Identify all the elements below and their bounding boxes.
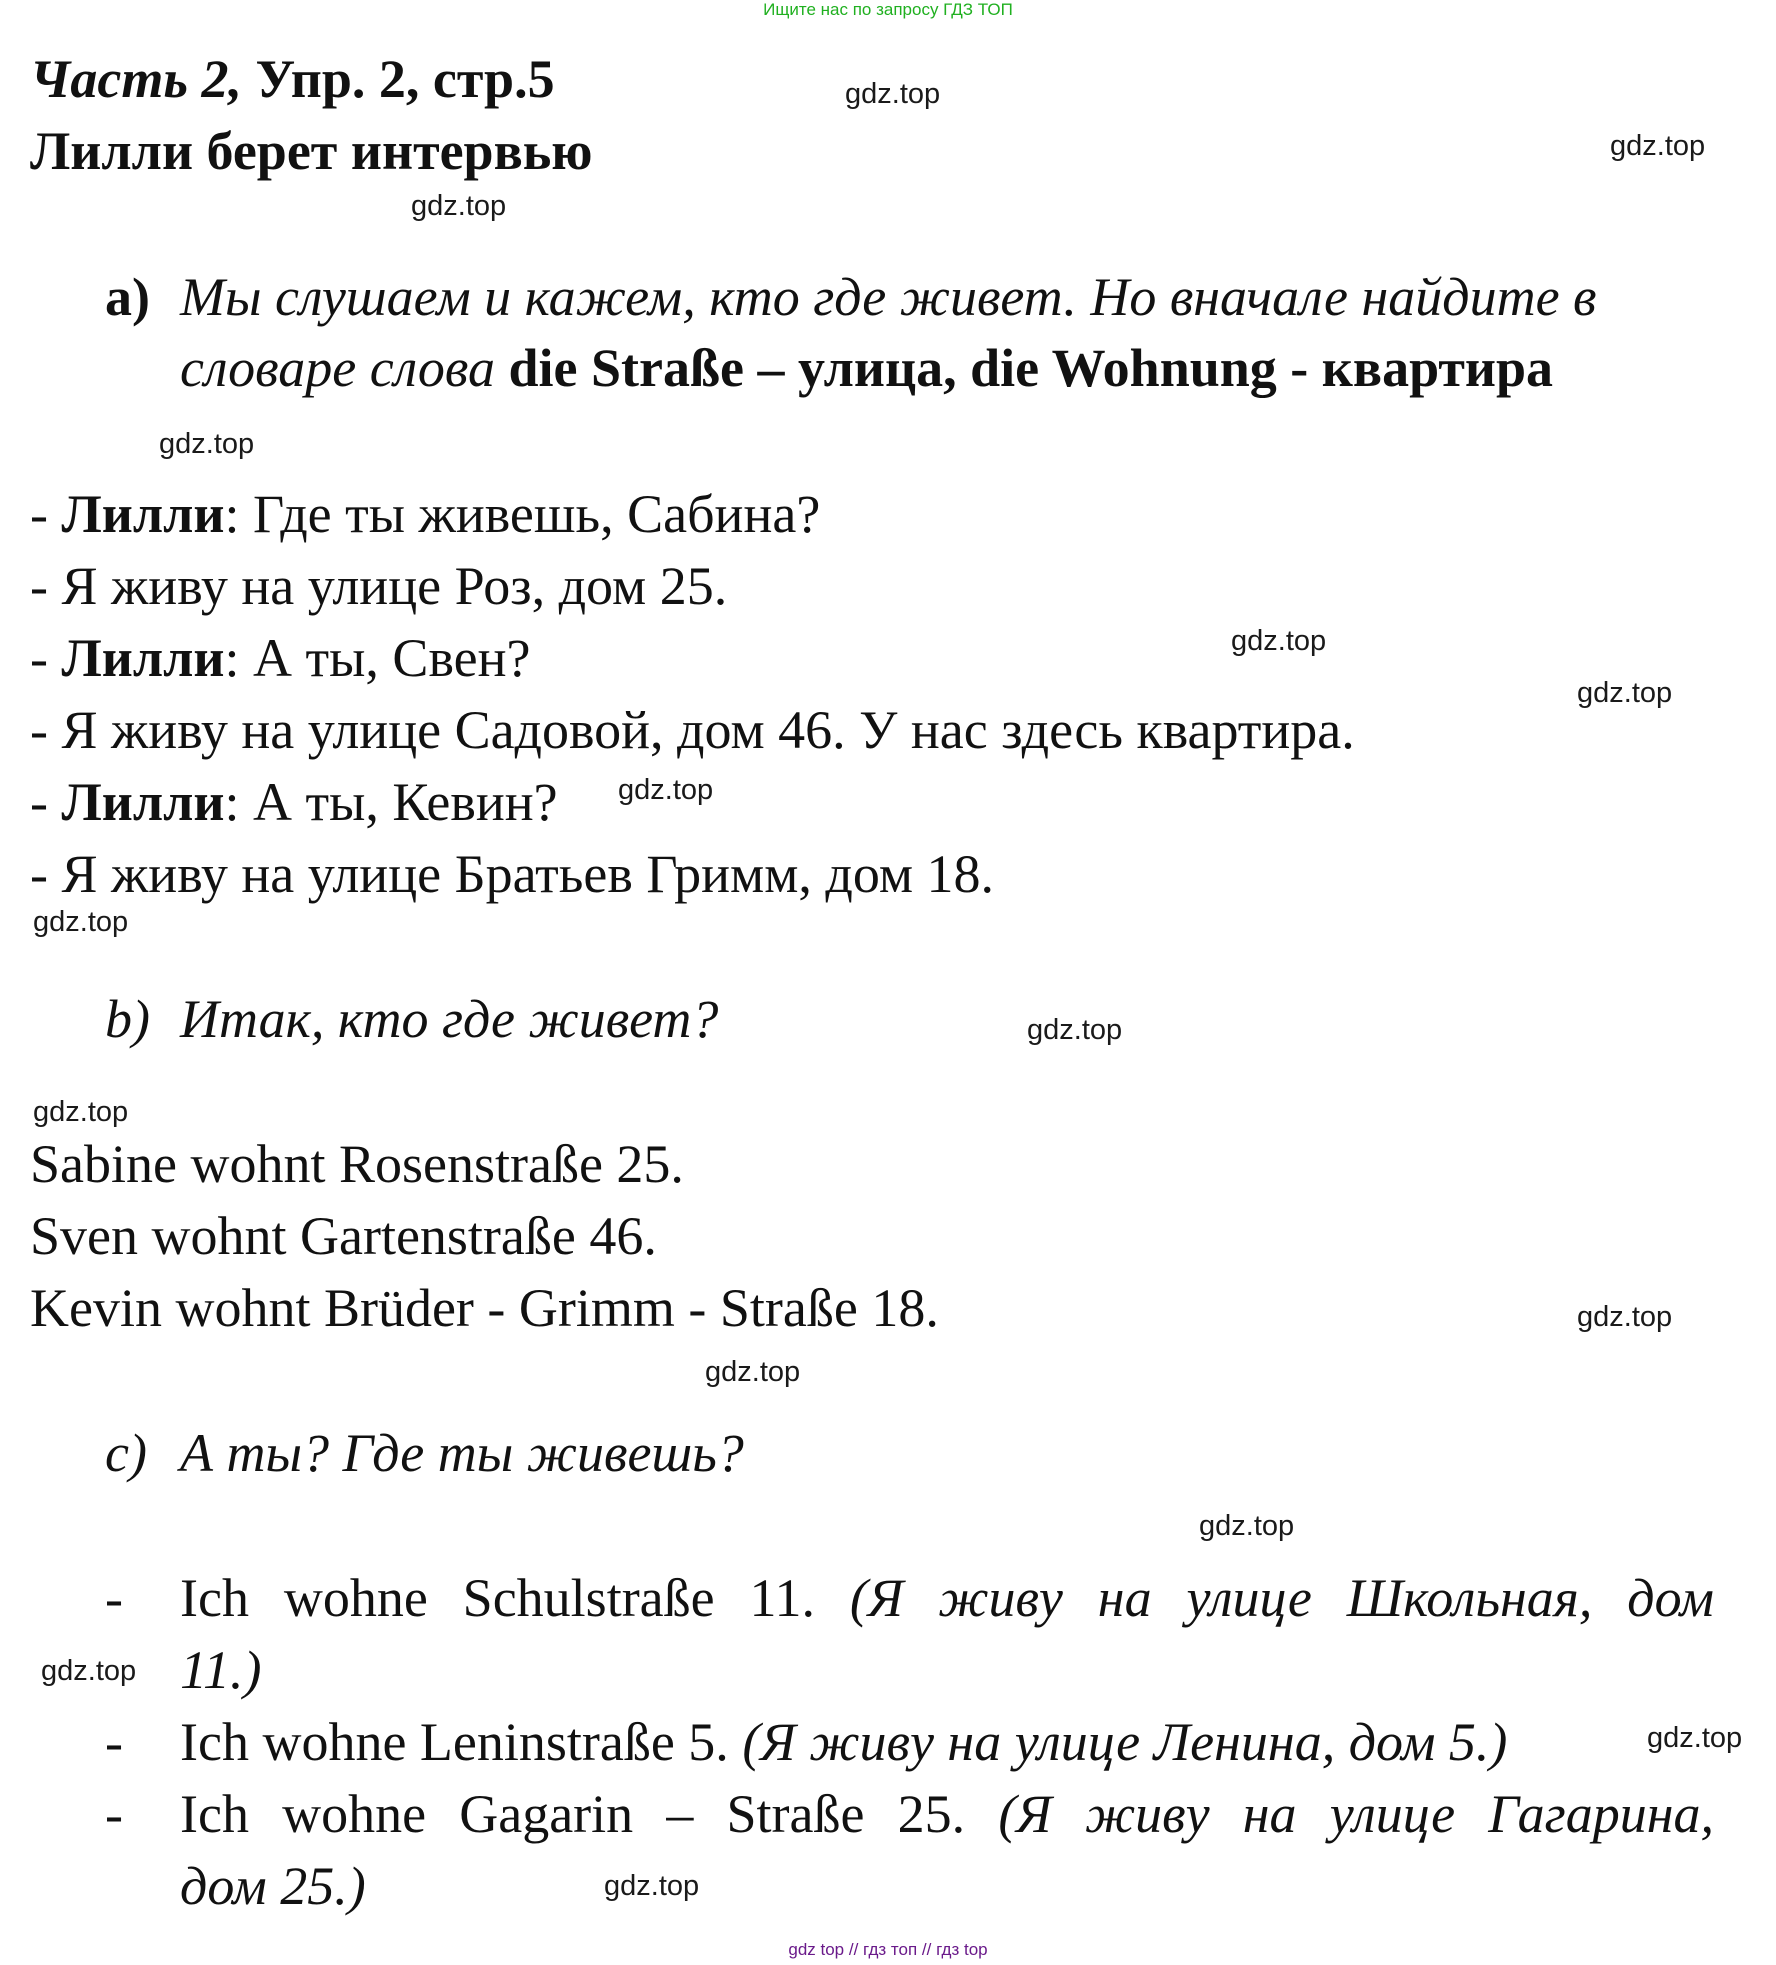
watermark: gdz.top [1647,1722,1743,1754]
dialogue-speaker: Лилли [61,772,225,832]
footer-link[interactable]: гдз top [936,1940,988,1959]
title-exercise: Упр. 2, стр.5 [242,49,555,109]
list-dash: - [105,1568,123,1628]
watermark: gdz.top [1027,1014,1123,1046]
dialogue-text: : А ты, Кевин? [224,772,558,832]
dialogue-text: : А ты, Свен? [224,628,531,688]
answer-line-2: Sven wohnt Gartenstraße 46. [30,1206,657,1266]
answer-line-1: Sabine wohnt Rosenstraße 25. [30,1134,684,1194]
list-item-translation: (Я живу на улице Ленина, дом 5.) [742,1712,1508,1772]
watermark: gdz.top [411,190,507,222]
watermark: gdz.top [705,1356,801,1388]
list-item-translation: (Я живу на улице Школьная, дом [849,1568,1715,1628]
dialogue-text: Я живу на улице Садовой, дом 46. У нас здесь квартира. [61,700,1355,760]
page-subtitle: Лилли берет интервью [30,121,593,181]
section-c-question: А ты? Где ты живешь? [180,1423,744,1483]
footer-links [0,1940,1776,1960]
dialogue-dash: - [30,484,62,544]
dialogue-text: Я живу на улице Братьев Гримм, дом 18. [61,844,995,904]
list-item-1 [180,1567,1714,1629]
section-a-instruction-line2 [180,337,1553,399]
dialogue-line-4 [30,699,1355,761]
dialogue-dash: - [30,772,62,832]
dialogue-dash: - [30,628,62,688]
section-b-question: Итак, кто где живет? [180,989,719,1049]
watermark: gdz.top [159,428,255,460]
list-item-translation: (Я живу на улице Гагарина, [998,1784,1714,1844]
vocabulary-words: die Straße – улица, die Wohnung - квартира [508,338,1554,398]
dialogue-speaker: Лилли [61,628,225,688]
search-hint-banner[interactable]: Ищите нас по запросу ГДЗ ТОП [763,0,1013,19]
dialogue-line-3 [30,627,530,689]
list-item-2 [180,1711,1507,1773]
list-item-german: Ich wohne Leninstraße 5. [180,1712,729,1772]
list-dash: - [105,1712,123,1772]
dialogue-dash: - [30,556,62,616]
watermark: gdz.top [1577,677,1673,709]
list-item-3 [180,1783,1714,1845]
footer-separator: // [848,1940,859,1959]
dialogue-line-6 [30,843,994,905]
watermark: gdz.top [33,1096,129,1128]
dialogue-line-5 [30,771,558,833]
watermark: gdz.top [1577,1301,1673,1333]
instruction-italic-part: словаре слова [180,338,495,398]
section-a-label: a) [105,267,150,327]
list-dash: - [105,1784,123,1844]
list-item-german: Ich wohne Gagarin – Straße 25. [180,1784,966,1844]
dialogue-text: : Где ты живешь, Сабина? [224,484,821,544]
footer-link[interactable]: gdz top [788,1940,845,1959]
dialogue-dash: - [30,700,62,760]
list-item-1-continuation: 11.) [180,1640,262,1700]
dialogue-text: Я живу на улице Роз, дом 25. [61,556,728,616]
dialogue-dash: - [30,844,62,904]
watermark: gdz.top [41,1655,137,1687]
answer-line-3: Kevin wohnt Brüder - Grimm - Straße 18. [30,1278,939,1338]
list-item-3-continuation: дом 25.) [180,1856,366,1916]
list-item-german: Ich wohne Schulstraße 11. [180,1568,816,1628]
watermark: gdz.top [33,906,129,938]
title-part: Часть 2, [30,49,243,109]
dialogue-speaker: Лилли [61,484,225,544]
watermark: gdz.top [845,78,941,110]
watermark: gdz.top [1231,625,1327,657]
watermark: gdz.top [618,774,714,806]
watermark: gdz.top [1610,130,1706,162]
watermark: gdz.top [1199,1510,1295,1542]
footer-link[interactable]: гдз топ [863,1940,918,1959]
page-title [30,48,555,110]
footer-separator: // [921,1940,932,1959]
section-b-label: b) [105,989,150,1049]
section-a-instruction-line1: Мы слушаем и кажем, кто где живет. Но вначале найдите в [180,267,1597,327]
watermark: gdz.top [604,1870,700,1902]
section-c-label: c) [105,1423,147,1483]
dialogue-line-2 [30,555,727,617]
dialogue-line-1 [30,483,820,545]
